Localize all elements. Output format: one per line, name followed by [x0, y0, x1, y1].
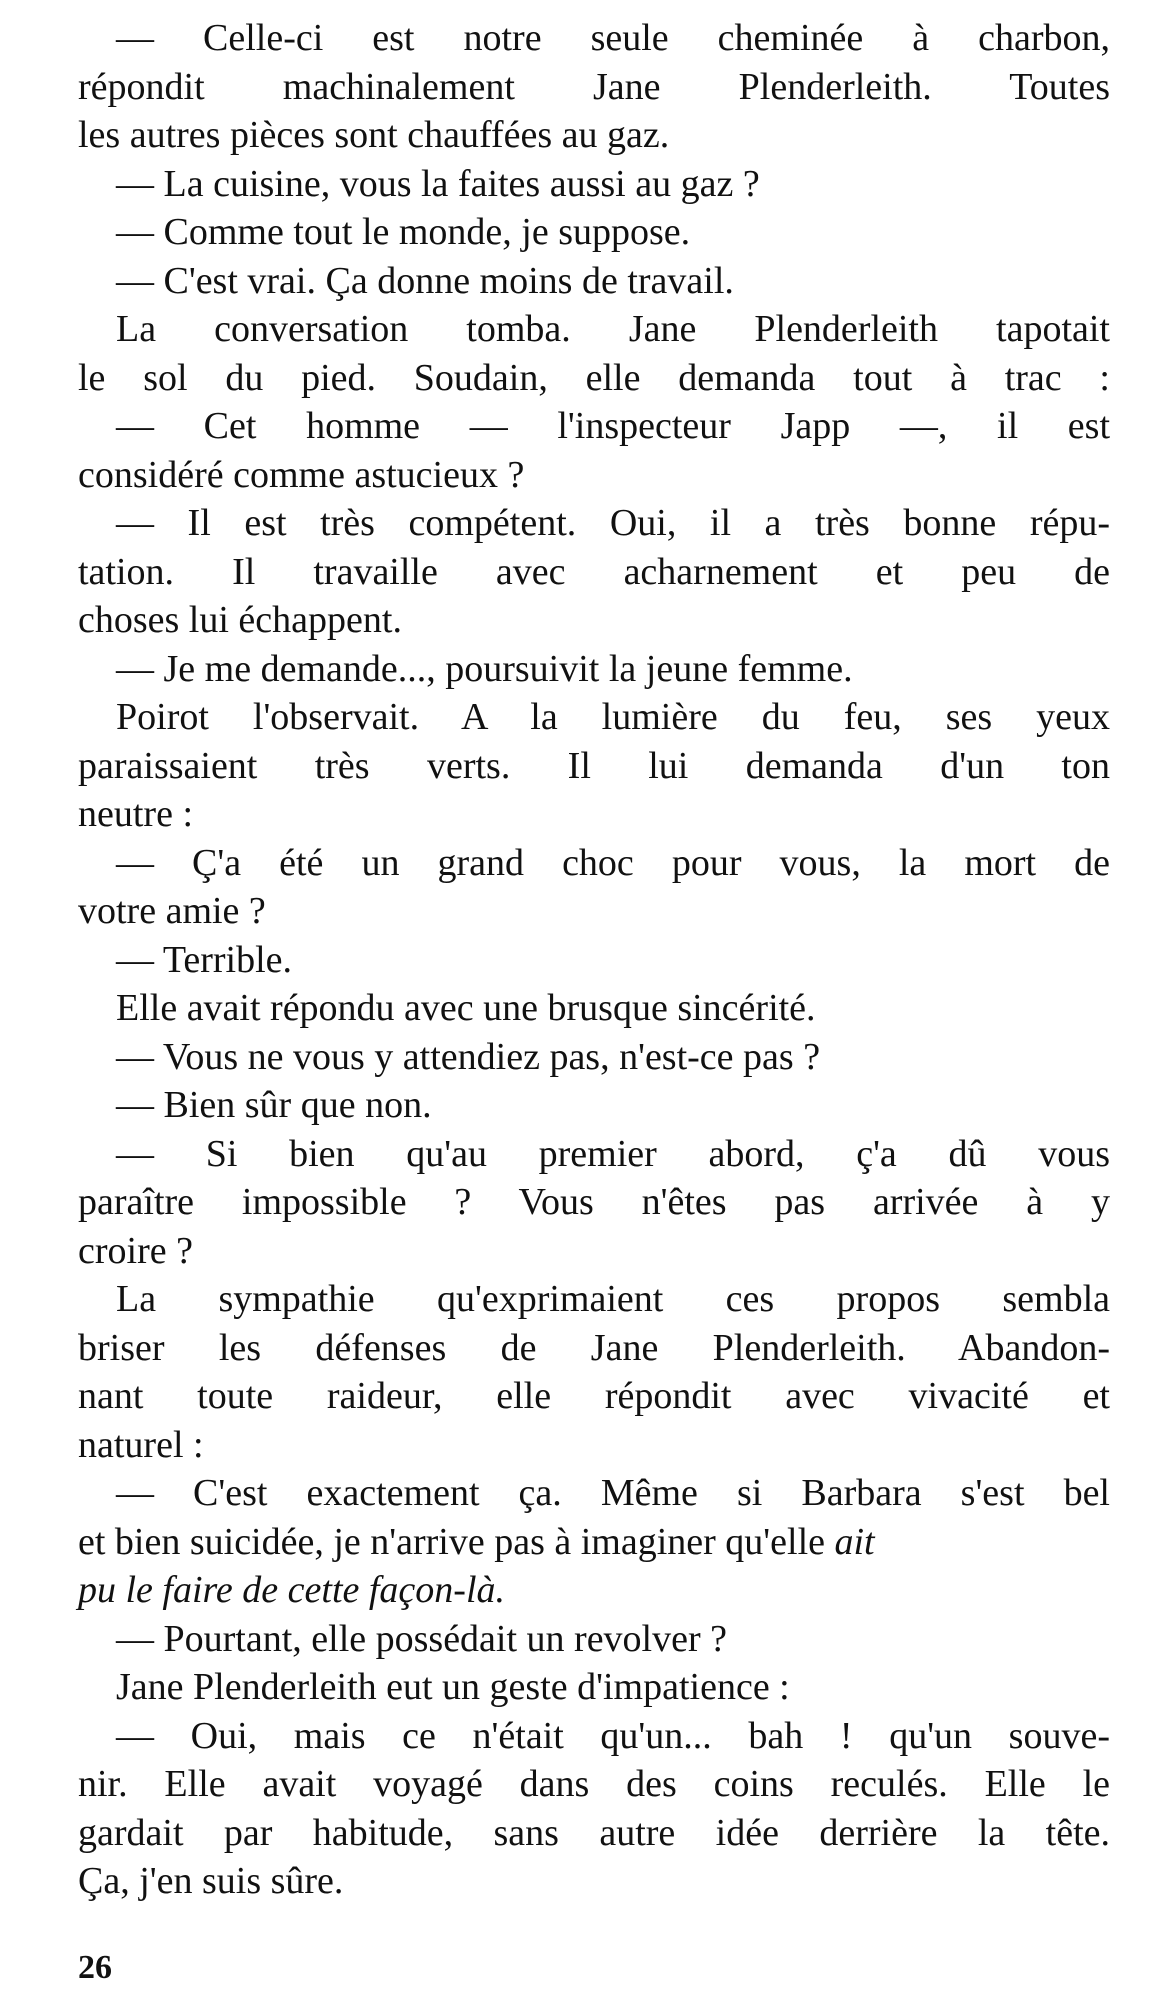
text-line [78, 499, 1110, 548]
line-text: — Terrible. [116, 938, 293, 981]
line-text: La conversation tomba. Jane Plenderleith tapotait [116, 308, 1110, 350]
text-line [78, 1421, 1110, 1470]
line-text: Poirot l'observait. A la lumière du feu, ses yeux [116, 696, 1110, 738]
line-text: les autres pièces sont chauffées au gaz. [78, 114, 670, 156]
line-text: le sol du pied. Soudain, elle demanda tout à trac : [78, 356, 1110, 399]
line-text: briser les défenses de Jane Plenderleith. Abandon- [78, 1326, 1110, 1369]
line-text: — Vous ne vous y attendiez pas, n'est-ce pas ? [116, 1035, 821, 1078]
line-text: Ça, j'en suis sûre. [78, 1860, 344, 1902]
text-line [78, 936, 1110, 985]
page-body-text [78, 14, 1110, 1906]
text-line [78, 1663, 1110, 1712]
text-line [78, 1809, 1110, 1858]
text-line [78, 14, 1110, 63]
text-line [78, 1275, 1110, 1324]
text-line [78, 1469, 1110, 1518]
text-line [78, 63, 1110, 112]
line-text: tation. Il travaille avec acharnement et peu de [78, 550, 1110, 593]
text-line [78, 1081, 1110, 1130]
text-line [78, 887, 1110, 936]
text-line [78, 645, 1110, 694]
text-line [78, 790, 1110, 839]
text-line [78, 1615, 1110, 1664]
text-line [78, 1518, 1110, 1567]
text-line [78, 1033, 1110, 1082]
text-line [78, 402, 1110, 451]
line-text: et bien suicidée, je n'arrive pas à imaginer qu'elle [78, 1520, 825, 1563]
line-text: paraître impossible ? Vous n'êtes pas arrivée à y [78, 1181, 1110, 1223]
text-line [78, 1178, 1110, 1227]
line-text: votre amie ? [78, 890, 266, 932]
text-line [78, 354, 1110, 403]
text-line [78, 451, 1110, 500]
line-text: — Comme tout le monde, je suppose. [116, 211, 691, 253]
line-text: — Il est très compétent. Oui, il a très bonne répu- [116, 502, 1110, 544]
text-line [78, 548, 1110, 597]
text-line [78, 1372, 1110, 1421]
line-text: — Bien sûr que non. [116, 1084, 432, 1126]
text-line [78, 1130, 1110, 1179]
line-text: gardait par habitude, sans autre idée derrière la tête. [78, 1811, 1110, 1854]
line-text: naturel : [78, 1423, 204, 1466]
text-line [78, 742, 1110, 791]
text-line [78, 1760, 1110, 1809]
line-text: répondit machinalement Jane Plenderleith. Toutes [78, 65, 1110, 108]
line-text: nir. Elle avait voyagé dans des coins reculés. Elle le [78, 1763, 1110, 1805]
line-text: — La cuisine, vous la faites aussi au gaz ? [116, 162, 760, 205]
italic-text: pu le faire de cette façon-là. [78, 1569, 505, 1611]
line-text: — Si bien qu'au premier abord, ç'a dû vous [116, 1132, 1110, 1175]
line-text: — Ç'a été un grand choc pour vous, la mort de [116, 841, 1110, 884]
text-line [78, 1857, 1110, 1906]
line-text: considéré comme astucieux ? [78, 453, 525, 496]
line-text: choses lui échappent. [78, 599, 402, 641]
text-line [78, 208, 1110, 257]
italic-text: ait [834, 1520, 875, 1563]
line-text: croire ? [78, 1229, 193, 1272]
text-line [78, 111, 1110, 160]
text-line [78, 596, 1110, 645]
line-text: — Cet homme — l'inspecteur Japp —, il est [116, 405, 1110, 447]
text-line [78, 693, 1110, 742]
text-line [78, 160, 1110, 209]
line-text: nant toute raideur, elle répondit avec vivacité et [78, 1375, 1110, 1417]
text-line [78, 839, 1110, 888]
text-line [78, 257, 1110, 306]
line-text: Jane Plenderleith eut un geste d'impatience : [116, 1666, 790, 1708]
line-text: — Oui, mais ce n'était qu'un... bah ! qu'un souve- [116, 1714, 1110, 1757]
text-line [78, 984, 1110, 1033]
text-line [78, 1324, 1110, 1373]
line-text: paraissaient très verts. Il lui demanda d'un ton [78, 744, 1110, 787]
text-line [78, 1712, 1110, 1761]
line-text: La sympathie qu'exprimaient ces propos sembla [116, 1278, 1110, 1320]
line-text: — C'est vrai. Ça donne moins de travail. [116, 259, 734, 302]
page-number: 26 [78, 1949, 112, 1986]
line-text: — Celle-ci est notre seule cheminée à charbon, [116, 17, 1110, 59]
line-text: — C'est exactement ça. Même si Barbara s'est bel [116, 1472, 1110, 1514]
text-line [78, 1227, 1110, 1276]
line-text: neutre : [78, 793, 194, 835]
line-text: — Je me demande..., poursuivit la jeune femme. [116, 647, 853, 690]
text-line [78, 1566, 1110, 1615]
line-text: — Pourtant, elle possédait un revolver ? [116, 1617, 728, 1660]
text-line [78, 305, 1110, 354]
line-text: Elle avait répondu avec une brusque sincérité. [116, 987, 816, 1029]
